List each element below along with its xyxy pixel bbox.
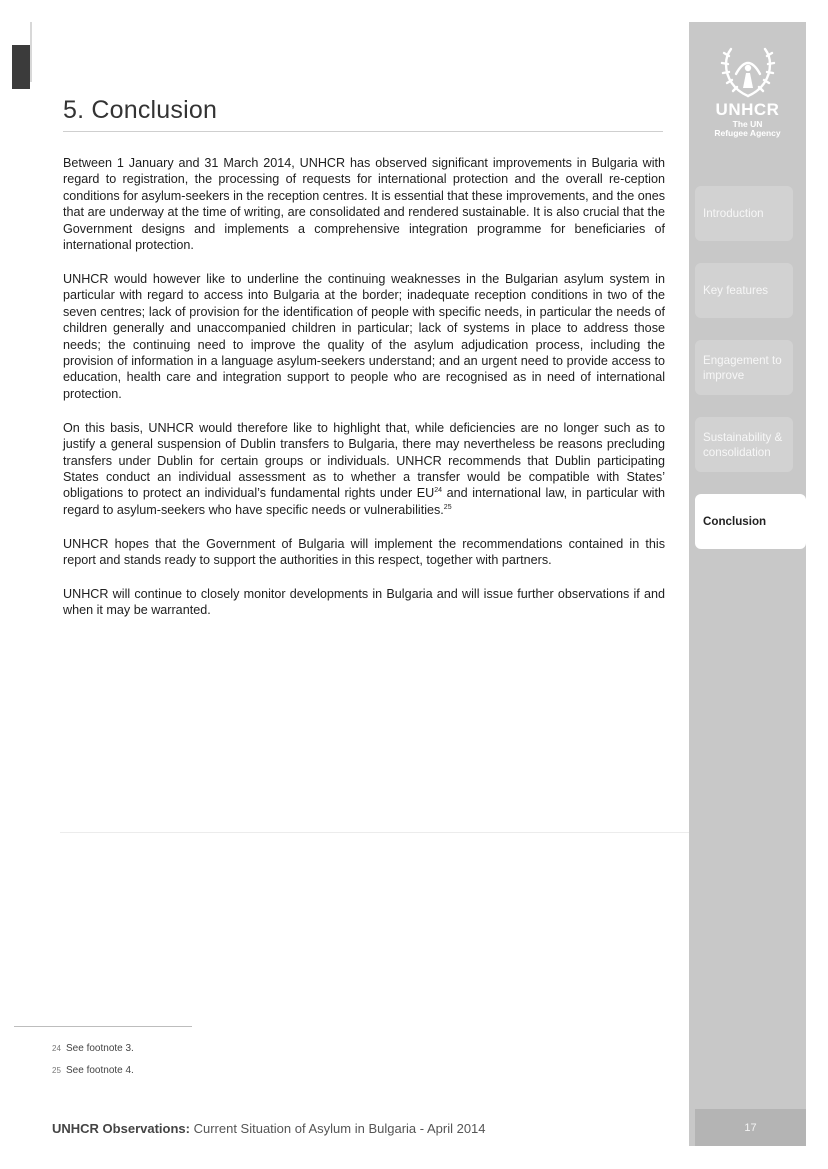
- logo-wordmark: UNHCR: [715, 100, 780, 119]
- nav-tab-label: Sustainability & consolidation: [703, 430, 783, 459]
- page-title: 5. Conclusion: [63, 96, 218, 124]
- page-footer: [52, 1121, 486, 1136]
- footnote-ref-25[interactable]: 25: [443, 503, 452, 511]
- paragraph-2: UNHCR would however like to underline the continuing weaknesses in the Bulgarian asylum system in particular with regard to access into Bulgaria at the border; inadequate reception conditions in two of the seven centres; lack of provision for the identification of people with specific needs, in particular the needs of children generally and unaccompanied children in particular; lack of systems in place to address those needs; the continuing need to improve the quality of the asylum adjudication process, including the provision of information in a language asylum-seekers understand; and an urgent need to provide access to education, health care and integration support to people who are recognised as in need of international protection.: [63, 271, 665, 401]
- page-divider: [60, 832, 692, 833]
- nav-tab-key-features[interactable]: [695, 263, 793, 318]
- nav-tab-conclusion[interactable]: [695, 494, 806, 549]
- nav-tab-sustainability[interactable]: [695, 417, 793, 472]
- paragraph-3-text-a: On this basis, UNHCR would therefore like to highlight that, while deficiencies are no longer such as to justify a general suspension of Dublin transfers to Bulgaria, there may nevertheless be reasons precluding transfers under Dublin for certain groups or individuals. UNHCR recommends that Dublin participating States conduct an individual assessment as to whether a transfer would be compatible with States’ obligations to protect an individual’s fundamental rights under EU: [63, 420, 665, 501]
- nav-tab-label: Introduction: [703, 207, 764, 220]
- body-text: [63, 155, 665, 636]
- footnote-divider: [14, 1026, 192, 1027]
- footer-subtitle: Current Situation of Asylum in Bulgaria - April 2014: [189, 1121, 486, 1136]
- paragraph-4: UNHCR hopes that the Government of Bulgaria will implement the recommendations contained in this report and stands ready to support the authorities in this respect, together with partners.: [63, 536, 665, 568]
- page-number: 17: [695, 1109, 806, 1146]
- paragraph-5: UNHCR will continue to closely monitor developments in Bulgaria and will issue further observations if and when it may be warranted.: [63, 586, 665, 618]
- unhcr-logo: [689, 44, 806, 164]
- footnotes: [52, 1042, 134, 1086]
- logo-tagline-1: The UN: [732, 119, 763, 129]
- footnote-number: 24: [52, 1044, 61, 1053]
- footer-publication: UNHCR Observations:: [52, 1121, 190, 1136]
- footnote-text: See footnote 3.: [66, 1043, 134, 1054]
- logo-tagline-2: Refugee Agency: [714, 128, 781, 138]
- footnote-number: 25: [52, 1066, 61, 1075]
- footnote-ref-24[interactable]: 24: [434, 487, 443, 495]
- nav-tab-label: Engagement to improve: [703, 353, 782, 382]
- footnote-24: [52, 1042, 134, 1055]
- footnote-25: [52, 1064, 134, 1077]
- footnote-text: See footnote 4.: [66, 1065, 134, 1076]
- paragraph-3-text-b: and international law, in particular with regard to asylum-seekers who have specific needs or vulnerabilities.: [63, 486, 665, 517]
- paragraph-3: [63, 420, 665, 518]
- paragraph-1: Between 1 January and 31 March 2014, UNHCR has observed significant improvements in Bulgaria with regard to registration, the processing of requests for international protection and the overall re-ception conditions for asylum-seekers in the reception centres. It is essential that these improvements, and the ones that are underway at the time of writing, are consolidated and rendered sustainable. It is also crucial that the Government designs and implements a comprehensive integration programme for beneficiaries of international protection.: [63, 156, 666, 253]
- unhcr-emblem-icon: [716, 44, 780, 100]
- title-divider: [63, 131, 663, 132]
- nav-tab-engagement[interactable]: [695, 340, 793, 395]
- edge-marker: [12, 45, 30, 89]
- nav-tab-label: Key features: [703, 284, 769, 297]
- sidebar: [689, 22, 806, 1146]
- edge-marker-line: [30, 22, 32, 82]
- nav-tab-label: Conclusion: [703, 515, 767, 528]
- nav-tab-introduction[interactable]: [695, 186, 793, 241]
